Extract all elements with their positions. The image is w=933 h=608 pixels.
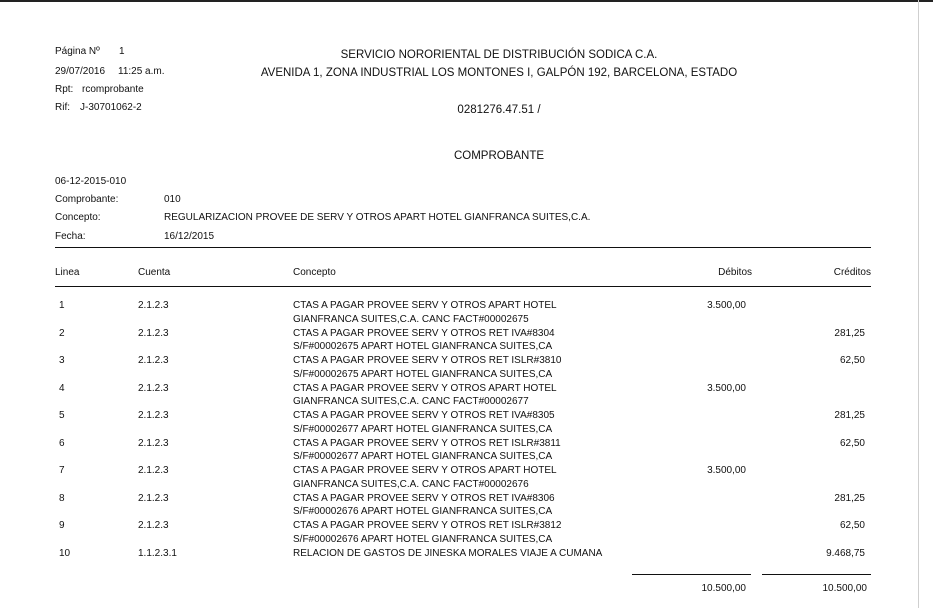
row-concepto-line1: CTAS A PAGAR PROVEE SERV Y OTROS APART HOTEL bbox=[293, 465, 557, 476]
row-concepto-line2: GIANFRANCA SUITES,C.A. CANC FACT#00002676 bbox=[293, 478, 529, 490]
col-debitos: Débitos bbox=[718, 267, 752, 278]
row-concepto-line1: RELACION DE GASTOS DE JINESKA MORALES VIAJE A CUMANA bbox=[293, 547, 603, 559]
row-debito: 3.500,00 bbox=[707, 300, 746, 311]
row-concepto-line1: CTAS A PAGAR PROVEE SERV Y OTROS RET IVA#8305 bbox=[293, 410, 555, 421]
rif-value: J-30701062-2 bbox=[80, 102, 142, 113]
row-linea: 4 bbox=[59, 382, 65, 394]
row-concepto-line2: S/F#00002677 APART HOTEL GIANFRANCA SUITES,CA bbox=[293, 451, 553, 462]
row-linea: 3 bbox=[59, 355, 65, 366]
row-concepto-line2: S/F#00002676 APART HOTEL GIANFRANCA SUITES,CA bbox=[293, 533, 553, 545]
report-title: COMPROBANTE bbox=[453, 150, 545, 162]
row-linea: 7 bbox=[59, 465, 65, 476]
row-concepto-line1: CTAS A PAGAR PROVEE SERV Y OTROS RET IVA#8306 bbox=[293, 492, 555, 504]
comprobante-value: 010 bbox=[164, 194, 181, 205]
fecha-value: 16/12/2015 bbox=[164, 231, 215, 242]
row-cuenta: 2.1.2.3 bbox=[138, 382, 169, 394]
row-cuenta: 2.1.2.3 bbox=[138, 410, 169, 421]
concepto-label: Concepto: bbox=[55, 212, 101, 223]
rif-label: Rif: bbox=[55, 102, 70, 113]
row-cuenta: 1.1.2.3.1 bbox=[138, 547, 177, 559]
row-cuenta: 2.1.2.3 bbox=[138, 492, 169, 504]
row-cuenta: 2.1.2.3 bbox=[138, 327, 169, 339]
page-label: Página Nº bbox=[55, 46, 100, 57]
col-concepto: Concepto bbox=[293, 267, 336, 278]
row-linea: 8 bbox=[59, 492, 65, 504]
row-credito: 62,50 bbox=[839, 437, 865, 449]
row-cuenta: 2.1.2.3 bbox=[138, 520, 169, 531]
row-linea: 9 bbox=[59, 520, 65, 531]
fecha-label: Fecha: bbox=[55, 231, 86, 242]
row-credito: 281,25 bbox=[834, 327, 865, 339]
row-concepto-line2: S/F#00002676 APART HOTEL GIANFRANCA SUITES,CA bbox=[293, 506, 553, 517]
row-linea: 6 bbox=[59, 437, 65, 449]
right-margin-line bbox=[918, 0, 919, 608]
row-concepto-line1: CTAS A PAGAR PROVEE SERV Y OTROS APART HOTEL bbox=[293, 300, 557, 311]
row-concepto-line1: CTAS A PAGAR PROVEE SERV Y OTROS APART HOTEL bbox=[293, 382, 557, 394]
row-debito: 3.500,00 bbox=[707, 465, 746, 476]
comprobante-label: Comprobante: bbox=[55, 194, 119, 205]
debitos-total-rule bbox=[632, 574, 751, 575]
row-debito: 3.500,00 bbox=[707, 382, 746, 394]
row-cuenta: 2.1.2.3 bbox=[138, 437, 169, 449]
row-credito: 62,50 bbox=[839, 355, 865, 366]
rpt-label: Rpt: bbox=[55, 84, 74, 95]
voucher-code: 06-12-2015-010 bbox=[55, 176, 127, 187]
rpt-value: rcomprobante bbox=[82, 84, 144, 95]
row-cuenta: 2.1.2.3 bbox=[138, 300, 169, 311]
row-linea: 10 bbox=[59, 547, 71, 559]
creditos-total-rule bbox=[762, 574, 871, 575]
row-concepto-line2: S/F#00002675 APART HOTEL GIANFRANCA SUITES,CA bbox=[293, 341, 553, 352]
report-time: 11:25 a.m. bbox=[118, 66, 165, 77]
row-concepto-line1: CTAS A PAGAR PROVEE SERV Y OTROS RET IVA#8304 bbox=[293, 327, 555, 339]
row-concepto-line2: S/F#00002677 APART HOTEL GIANFRANCA SUITES,CA bbox=[293, 423, 553, 435]
page-number: 1 bbox=[119, 46, 125, 57]
row-concepto-line2: S/F#00002675 APART HOTEL GIANFRANCA SUITES,CA bbox=[293, 368, 553, 380]
row-concepto-line1: CTAS A PAGAR PROVEE SERV Y OTROS RET ISLR#3811 bbox=[293, 437, 561, 449]
row-concepto-line1: CTAS A PAGAR PROVEE SERV Y OTROS RET ISLR#3810 bbox=[293, 355, 562, 366]
row-credito: 62,50 bbox=[839, 520, 865, 531]
company-phone: 0281276.47.51 / bbox=[457, 104, 541, 116]
table-top-rule bbox=[55, 247, 871, 248]
company-name: SERVICIO NORORIENTAL DE DISTRIBUCIÓN SODICA C.A. bbox=[340, 49, 658, 61]
row-concepto-line1: CTAS A PAGAR PROVEE SERV Y OTROS RET ISLR#3812 bbox=[293, 520, 562, 531]
header-rule bbox=[55, 286, 871, 287]
row-linea: 5 bbox=[59, 410, 65, 421]
row-credito: 281,25 bbox=[834, 492, 865, 504]
row-credito: 281,25 bbox=[834, 410, 865, 421]
row-concepto-line2: GIANFRANCA SUITES,C.A. CANC FACT#00002675 bbox=[293, 313, 529, 325]
total-debitos: 10.500,00 bbox=[701, 583, 746, 594]
company-address: AVENIDA 1, ZONA INDUSTRIAL LOS MONTONES I, GALPÓN 192, BARCELONA, ESTADO bbox=[260, 67, 738, 79]
col-cuenta: Cuenta bbox=[138, 267, 171, 278]
concepto-value: REGULARIZACION PROVEE DE SERV Y OTROS APART HOTEL GIANFRANCA SUITES,C.A. bbox=[164, 212, 591, 223]
row-concepto-line2: GIANFRANCA SUITES,C.A. CANC FACT#00002677 bbox=[293, 396, 529, 407]
total-creditos: 10.500,00 bbox=[822, 583, 867, 594]
row-cuenta: 2.1.2.3 bbox=[138, 355, 169, 366]
report-date: 29/07/2016 bbox=[55, 66, 106, 77]
row-cuenta: 2.1.2.3 bbox=[138, 465, 169, 476]
col-linea: Linea bbox=[55, 267, 80, 278]
top-border bbox=[0, 0, 933, 2]
row-credito: 9.468,75 bbox=[826, 547, 865, 559]
col-creditos: Créditos bbox=[833, 267, 871, 278]
row-linea: 1 bbox=[59, 300, 65, 311]
row-linea: 2 bbox=[59, 327, 65, 339]
